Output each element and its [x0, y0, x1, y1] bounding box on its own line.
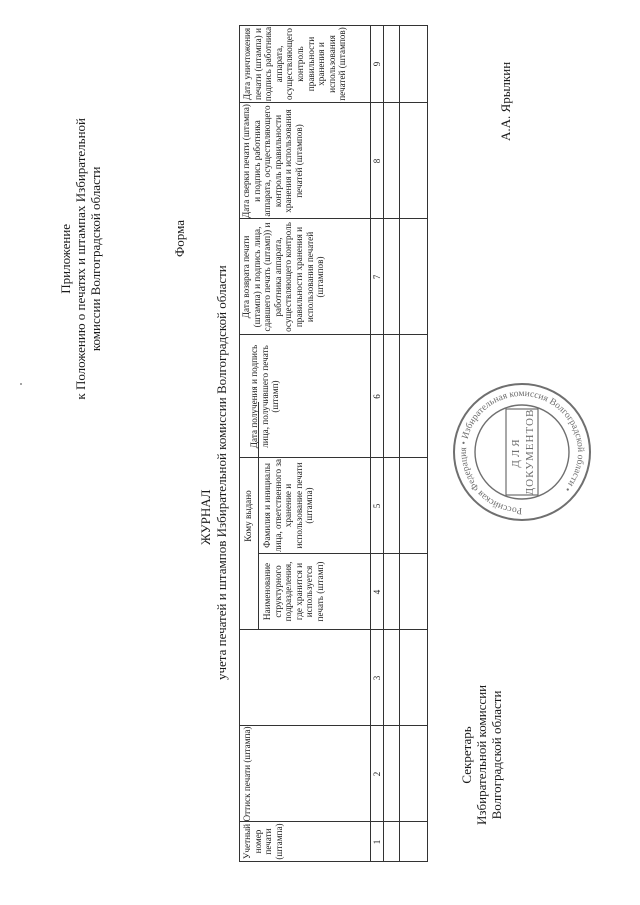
- signatory-position: Секретарь: [459, 726, 474, 784]
- journal-table: [239, 25, 428, 862]
- column-divider: [239, 629, 428, 630]
- col-number: 4: [372, 589, 382, 595]
- col-group-header-issued-to: Кому выдано: [243, 490, 253, 542]
- col-number: 9: [372, 61, 382, 67]
- table-border: [427, 25, 428, 862]
- col-header-receipt-date: Дата получения и подпись лица, получившего печать (штамп): [249, 344, 281, 449]
- journal-title: ЖУРНАЛ: [198, 489, 213, 545]
- signatory-organization: Избирательной комиссии: [474, 684, 489, 825]
- column-divider: [258, 553, 428, 554]
- stamp-center-text: ДЛЯ: [510, 436, 522, 468]
- stamp-ring-text: Российская Федерация • Избирательная комиссия Волгоградской области •: [458, 388, 586, 516]
- official-stamp: [447, 377, 597, 527]
- column-divider: [239, 725, 428, 726]
- scan-speck: [20, 383, 22, 385]
- col-header-registration-number: Учетный номер печати (штампа): [242, 823, 284, 860]
- number-row-rule: [383, 25, 384, 862]
- column-divider: [239, 102, 428, 103]
- col-header-responsible-person: Фамилия и инициалы лица, ответственного за хранение и использование печати (штампа): [262, 458, 315, 553]
- column-divider: [239, 218, 428, 219]
- appendix-title: Приложение: [58, 223, 73, 294]
- data-row-rule: [399, 25, 400, 862]
- column-divider: [239, 334, 428, 335]
- appendix-block: [58, 118, 103, 400]
- table-border: [239, 25, 240, 862]
- col-header-return-date: Дата возврата печати (штампа) и подпись лица, сдавшего печать (штамп)) и работника аппарата, осуществляющего контроль правильности хранения и использования печатей (штампов): [241, 222, 326, 332]
- col-number: 1: [372, 839, 382, 845]
- col-number: 6: [372, 394, 382, 399]
- col-number: 5: [372, 503, 382, 509]
- column-divider: [239, 821, 428, 822]
- stamp-center-text: ДОКУМЕНТОВ: [524, 408, 536, 496]
- col-number: 8: [372, 158, 382, 164]
- signatory-name: А.А. Ярылкин: [498, 61, 513, 141]
- col-header-destruction-date: Дата уничтожения печати (штампа) и подпись работника аппарата, осуществляющего контроль правильности хранения и использования печатей (штампов): [242, 26, 348, 102]
- col-header-department: Наименование структурного подразделения, где хранится и используется печать (штамп): [262, 561, 325, 622]
- form-label: Форма: [172, 220, 187, 257]
- journal-subtitle: учета печатей и штампов Избирательной комиссии Волгоградской области: [214, 265, 229, 680]
- appendix-reference-line: комиссии Волгоградской области: [88, 166, 103, 352]
- col-number: 7: [372, 274, 382, 280]
- col-number: 2: [372, 771, 382, 777]
- stamp-inner-ring: [475, 405, 569, 499]
- col-header-seal-imprint: Оттиск печати (штампа): [242, 726, 252, 822]
- signature-block: [459, 685, 504, 825]
- col-header-reconciliation-date: Дата сверки печати (штампа) и подпись работника аппарата, осуществляющего контроль правильности хранения и использования печатей (штампов): [241, 104, 304, 218]
- signatory-region: Волгоградской области: [489, 690, 504, 820]
- col-number: 3: [372, 675, 382, 681]
- appendix-reference-line: к Положению о печатях и штампах Избирательной: [73, 118, 88, 400]
